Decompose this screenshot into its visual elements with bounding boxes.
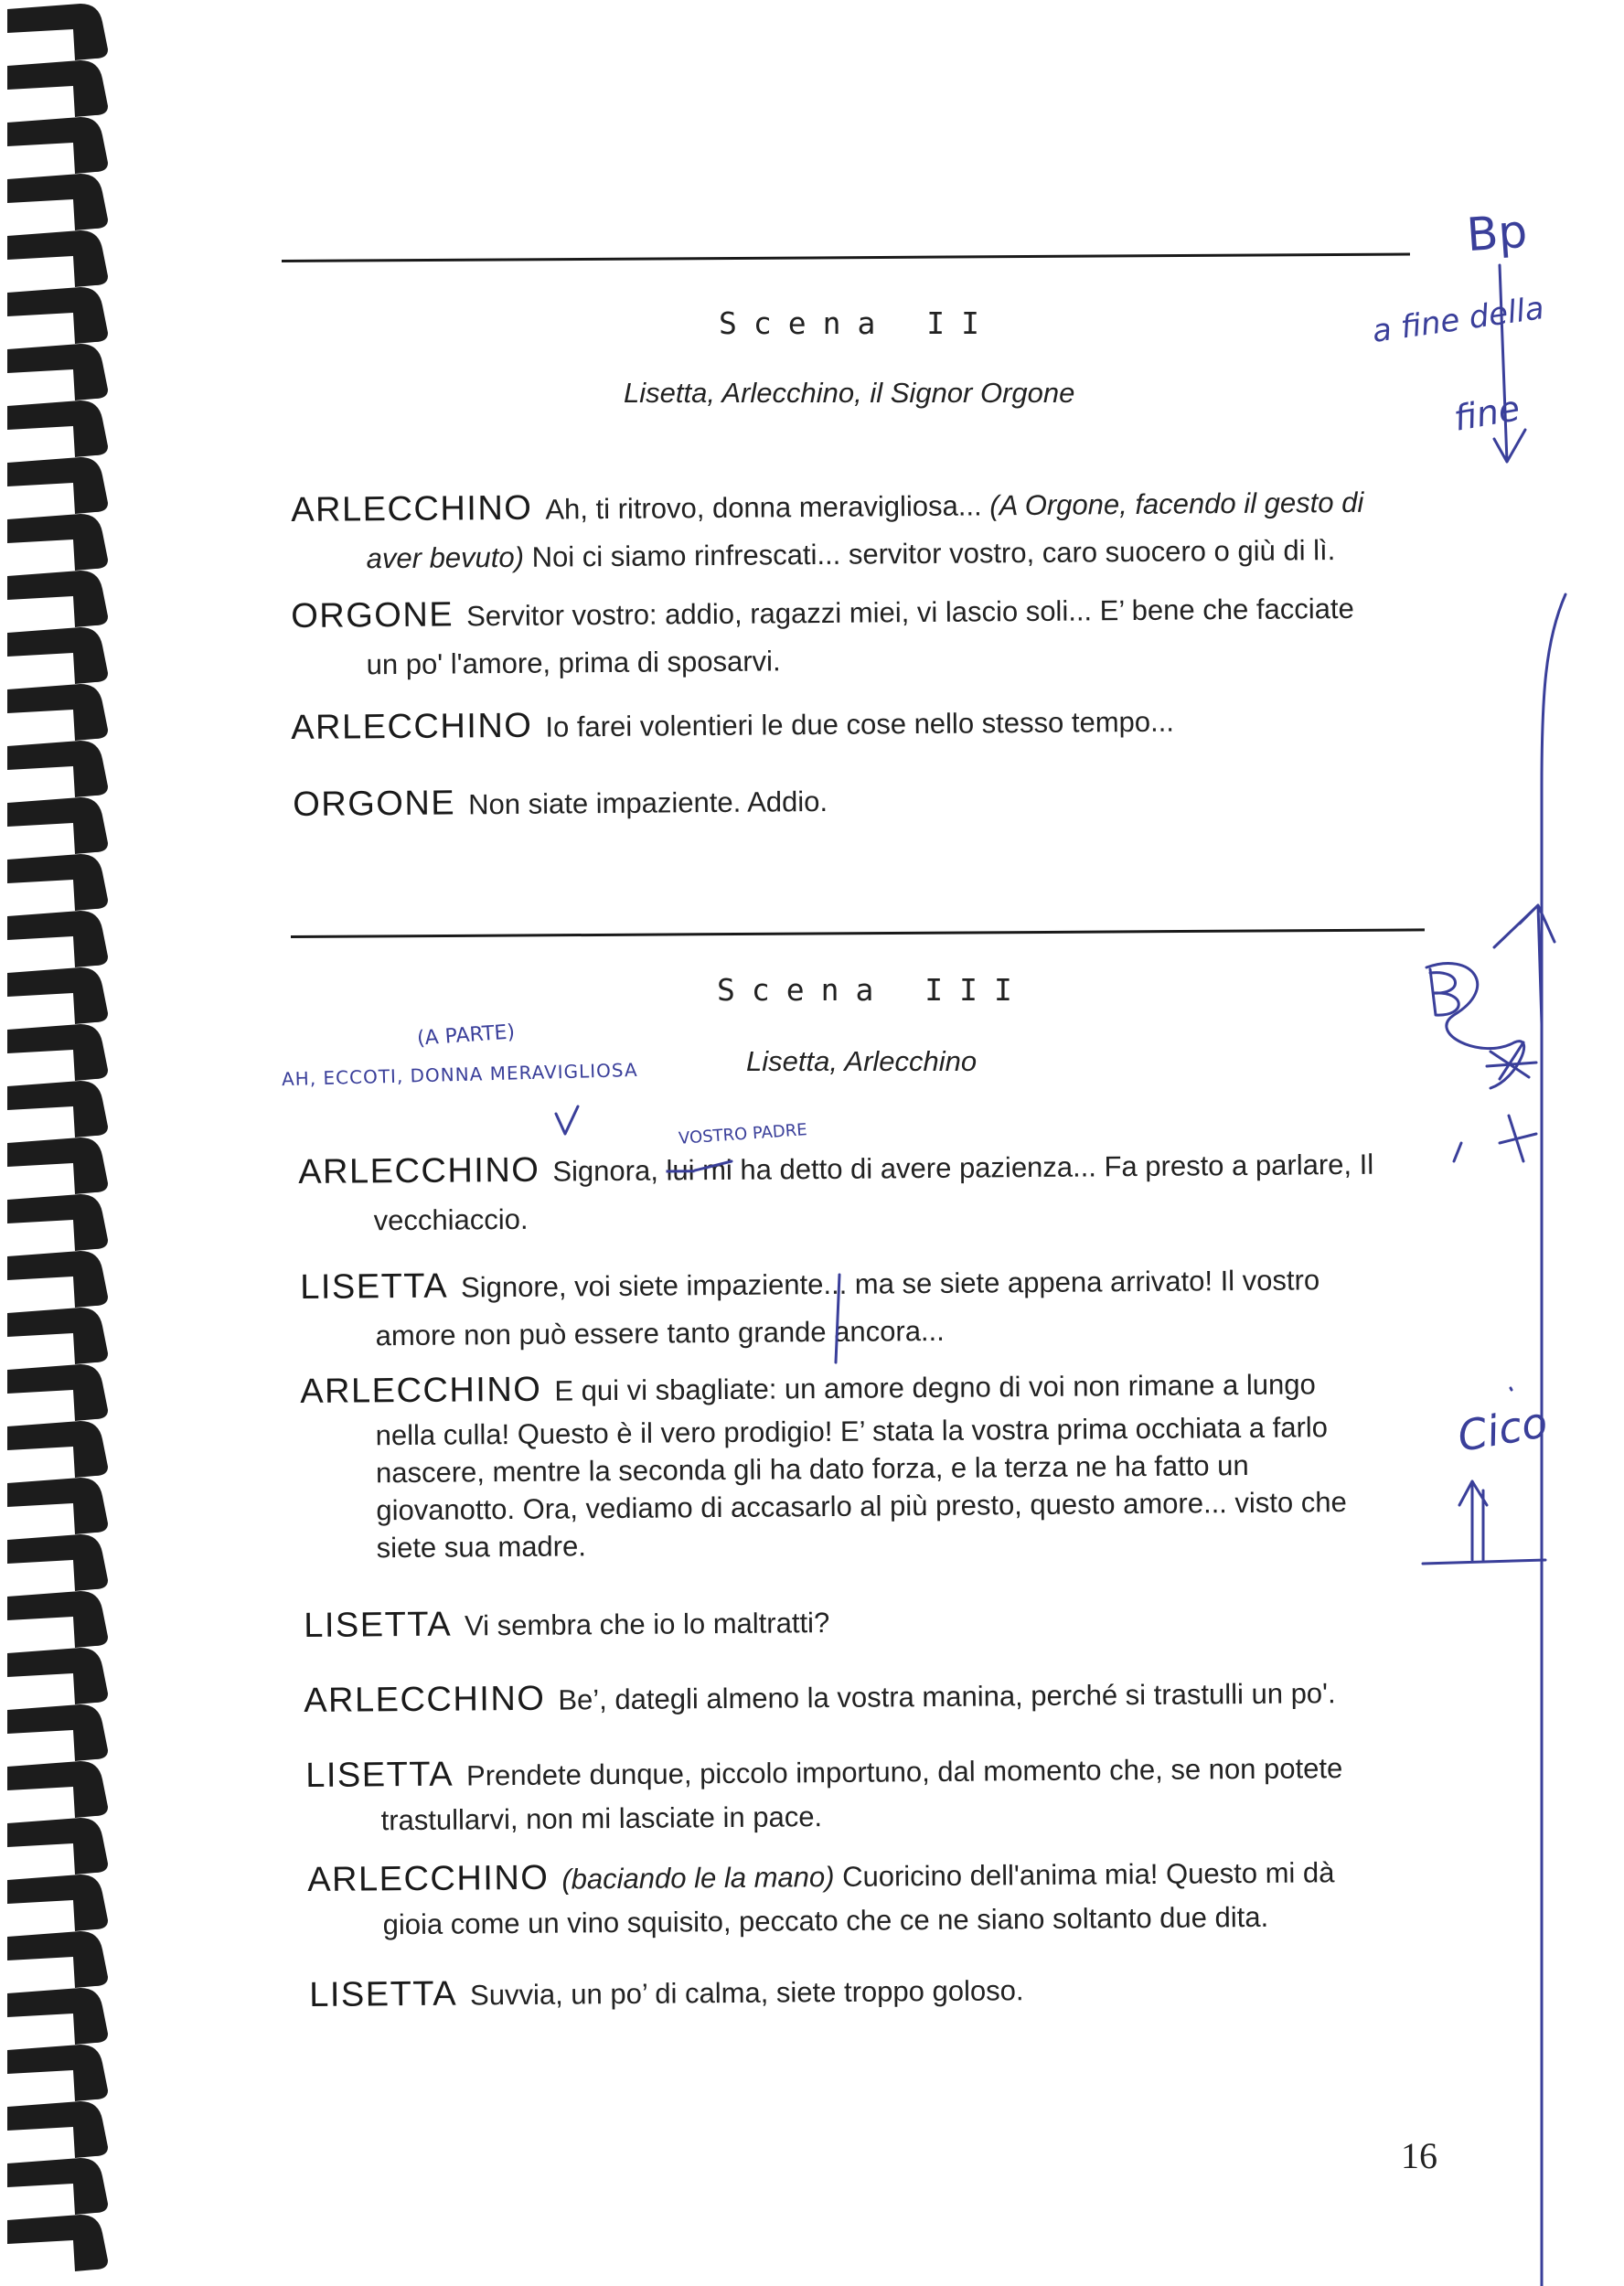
dialogue-text: nascere, mentre la seconda gli ha dato forza, e la terza ne ha fatto un [375,1448,1249,1490]
dialogue-text: mi ha detto di avere pazienza... Fa presto a parlare, Il [701,1148,1374,1187]
dialogue-line [291,694,1414,753]
stage-direction: (A Orgone, facendo il gesto di [989,486,1364,522]
speaker-name: ORGONE [291,595,454,636]
scene-cast: Lisetta, Arlecchino [746,1045,978,1077]
dialogue-text: amore non può essere tanto grande ancora... [375,1314,945,1352]
dialogue-text: Ah, ti ritrovo, donna meravigliosa... [545,489,982,526]
handwritten-note: AH, ECCOTI, DONNA MERAVIGLIOSA [281,1058,638,1091]
dialogue-line [304,1667,1434,1726]
dialogue-line [309,1961,1439,2021]
speaker-name: LISETTA [304,1605,453,1645]
stage-direction: aver bevuto) [366,540,525,575]
page-number: 16 [1401,2135,1437,2176]
dialogue-text: Signore, voi siete impaziente... ma se siete appena arrivato! Il vostro [460,1264,1320,1304]
speaker-name: ORGONE [293,784,456,824]
dialogue-line [305,1742,1437,1842]
handwritten-note: fine [1450,388,1523,439]
dialogue-line [300,1254,1429,1361]
dialogue-text: un po' l'amore, prima di sposarvi. [366,645,781,681]
dialogue-line [293,771,1416,830]
speaker-name: ARLECCHINO [298,1150,540,1191]
dialogue-text: nella culla! Questo è il vero prodigio! E’ stata la vostra prima occhiata a farlo [375,1411,1329,1452]
dialogue-text: Non siate impaziente. Addio. [467,785,828,821]
scene-divider-top [282,252,1410,262]
handwritten-note: Cico [1454,1396,1552,1462]
speaker-name: LISETTA [300,1266,449,1307]
dialogue-line [304,1592,1434,1651]
dialogue-text: vecchiaccio. [373,1202,529,1237]
dialogue-text: giovanotto. Ora, vediamo di accasarlo al più presto, questo amore... visto che [376,1486,1347,1527]
scene-title: Scena II [719,305,996,341]
dialogue-line [298,1138,1429,1245]
dialogue-text: Vi sembra che io lo maltratti? [464,1606,830,1642]
dialogue-text: trastullarvi, non mi lasciate in pace. [380,1800,823,1837]
dialogue-text: Noi ci siamo rinfrescati... servitor vostro, caro suocero o giù di lì. [531,534,1336,573]
scene-divider-middle [291,928,1425,938]
struck-word: lui [666,1154,695,1187]
speaker-name: ARLECCHINO [291,488,533,529]
handwritten-note: Bp [1465,204,1529,262]
dialogue-line [307,1846,1438,1946]
dialogue-line [291,582,1415,689]
handwritten-note: a fine della [1370,290,1546,350]
speaker-name: LISETTA [309,1974,458,2014]
dialogue-text: Servitor vostro: addio, ragazzi miei, vi lascio soli... E’ bene che facciate [465,592,1354,633]
dialogue-line [291,476,1415,583]
dialogue-text: Io farei volentieri le due cose nello stesso tempo... [545,705,1175,743]
dialogue-text: gioia come un vino squisito, peccato che ce ne siano soltanto due dita. [382,1900,1269,1941]
scene-title: Scena III [717,972,1029,1008]
handwritten-note: (A PARTE) [416,1020,516,1051]
speaker-name: ARLECCHINO [291,706,533,747]
dialogue-text: Prendete dunque, piccolo importuno, dal momento che, se non potete [465,1752,1343,1792]
dialogue-text: Cuoricino dell'anima mia! Questo mi dà [841,1856,1335,1893]
dialogue-text: siete sua madre. [376,1530,587,1565]
stage-direction: (baciando le la mano) [561,1860,835,1896]
dialogue-line [300,1358,1436,1567]
dialogue-text: Signora, [552,1154,659,1188]
speaker-name: LISETTA [305,1755,454,1795]
speaker-name: ARLECCHINO [307,1858,550,1899]
dialogue-text: Suvvia, un po’ di calma, siete troppo goloso. [469,1974,1024,2012]
speaker-name: ARLECCHINO [300,1370,542,1411]
dialogue-text: Be’, dategli almeno la vostra manina, perché si trastulli un po'. [558,1677,1336,1716]
speaker-name: ARLECCHINO [304,1679,546,1720]
handwritten-note: VOSTRO PADRE [678,1120,808,1148]
dialogue-text: E qui vi sbagliate: un amore degno di voi non rimane a lungo [554,1368,1316,1407]
scene-cast: Lisetta, Arlecchino, il Signor Orgone [624,377,1075,409]
